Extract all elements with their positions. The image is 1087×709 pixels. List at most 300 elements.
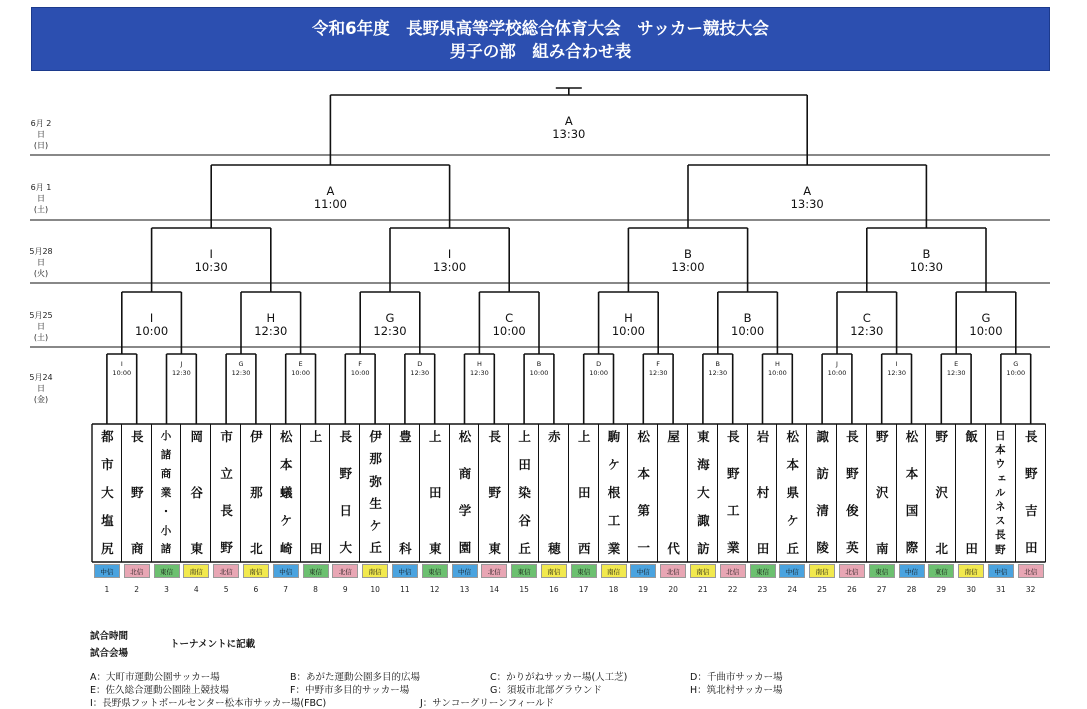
team-name-char: 松 (278, 430, 294, 443)
team-name-char: 都 (99, 430, 115, 443)
team-name-char: 市 (99, 457, 115, 471)
venue-legend-c: C：かりがねサッカー場(人工芝) (490, 672, 628, 683)
match-label (470, 360, 489, 378)
team-name-char: 諸 (159, 448, 172, 460)
region-badge: 東信 (571, 564, 597, 578)
day-label (28, 246, 68, 279)
team-name-char: 訪 (814, 467, 830, 480)
team-cell (420, 424, 450, 562)
match-time: 10:00 (135, 324, 169, 338)
team-name (1021, 430, 1039, 554)
match-label (708, 360, 727, 378)
draw-number: 26 (847, 585, 857, 594)
match-venue: A (803, 184, 812, 198)
team-name-char: 田 (427, 485, 443, 499)
team-name-char: 吉 (1023, 504, 1039, 517)
draw-number: 19 (638, 585, 649, 594)
draw-number: 7 (283, 585, 289, 594)
team-name-char: 第 (635, 504, 651, 517)
venue-legend-d: D：千曲市サッカー場 (690, 672, 783, 683)
team-name (634, 430, 652, 554)
draw-number: 18 (608, 585, 619, 594)
team-name (485, 430, 503, 554)
region-badge: 東信 (869, 564, 895, 578)
match-venue: I (447, 247, 452, 261)
team-name-char: 蟻 (278, 485, 294, 499)
team-name-char: 根 (605, 485, 621, 499)
team-name-char: ル (993, 486, 1006, 498)
match-venue: B (743, 311, 752, 325)
team-name-char: 学 (456, 504, 472, 517)
team-name-char: 野 (725, 467, 741, 480)
team-name-char: 本 (635, 467, 651, 480)
draw-number: 4 (193, 585, 199, 594)
region-badge: 中信 (779, 564, 805, 578)
venue-legend-i: I：長野県フットボールセンター松本市サッカー場(FBC) (90, 698, 327, 709)
team-name (395, 430, 413, 554)
team-name (336, 430, 354, 554)
team-name-char: 長 (844, 430, 860, 443)
team-cell (122, 424, 152, 562)
day-weekday: (金) (33, 395, 49, 404)
team-name-char: 大 (695, 485, 711, 499)
region-badge: 南信 (809, 564, 835, 578)
match-venue: D (596, 360, 602, 368)
match-label (671, 248, 704, 274)
team-name-char: 商 (129, 541, 145, 554)
venue-legend-h: H：筑北村サッカー場 (690, 685, 783, 696)
match-time: 12:30 (373, 324, 407, 338)
team-name-char: 尻 (99, 541, 115, 554)
match-label (1006, 360, 1025, 378)
match-label (410, 360, 429, 378)
team-cell (688, 424, 718, 562)
team-name (872, 430, 890, 554)
team-cell (271, 424, 301, 562)
team-name (127, 430, 145, 554)
draw-number: 21 (698, 585, 708, 594)
draw-number: 17 (578, 585, 589, 594)
draw-number: 24 (787, 585, 798, 594)
team-name-char: 俊 (844, 504, 860, 517)
region-badge: 中信 (392, 564, 418, 578)
draw-number: 29 (936, 585, 947, 594)
team-cell (897, 424, 927, 562)
team-cell (241, 424, 271, 562)
match-time: 12:30 (648, 369, 668, 377)
team-name (604, 430, 622, 554)
team-name-char: 染 (516, 485, 532, 499)
team-name (902, 430, 920, 554)
team-name-char: 本 (903, 467, 919, 480)
region-badge: 南信 (958, 564, 984, 578)
team-name (158, 430, 173, 554)
team-name-char: 丘 (516, 541, 532, 554)
region-badge: 北信 (660, 564, 686, 578)
team-name-char: 野 (337, 467, 353, 480)
team-name-char: 長 (129, 430, 145, 443)
day-date: 5月25日 (29, 311, 53, 331)
team-name-char: 北 (248, 541, 264, 554)
team-cell (211, 424, 241, 562)
team-name (544, 430, 562, 554)
day-date: 5月24日 (29, 373, 53, 393)
draw-number: 13 (459, 585, 470, 594)
match-time: 12:30 (470, 369, 489, 377)
team-name (306, 430, 324, 554)
match-venue: E (954, 360, 959, 368)
team-name-char: 伊 (248, 430, 264, 443)
team-name-char: 崎 (278, 541, 294, 554)
team-cell (360, 424, 390, 562)
team-name-char: 駒 (605, 430, 621, 443)
team-name-char: 日 (337, 504, 353, 517)
team-name-char: ス (993, 515, 1006, 526)
match-time: 10:00 (611, 324, 645, 338)
draw-number: 5 (223, 585, 229, 594)
team-name-char: 谷 (516, 513, 532, 527)
team-cell (867, 424, 897, 562)
team-cell (509, 424, 539, 562)
draw-number: 30 (966, 585, 976, 594)
day-label (28, 310, 68, 343)
team-name-char: 際 (903, 541, 919, 554)
team-name-char: 清 (814, 504, 830, 517)
team-name (574, 430, 592, 554)
team-name-char: 大 (99, 485, 115, 499)
team-name-char: 野 (129, 485, 145, 499)
team-name (932, 430, 950, 554)
match-time: 12:30 (887, 369, 906, 377)
team-name (993, 430, 1008, 554)
draw-number: 20 (668, 585, 678, 594)
match-venue: D (417, 360, 423, 368)
region-badge: 中信 (273, 564, 299, 578)
team-name-char: ネ (993, 500, 1006, 512)
match-venue: H (624, 311, 633, 325)
match-time: 10:00 (589, 369, 608, 377)
draw-number: 15 (519, 585, 529, 594)
team-name-char: 田 (1023, 541, 1039, 554)
team-name-char: 市 (218, 430, 234, 443)
region-badge: 中信 (630, 564, 656, 578)
region-badge: 北信 (332, 564, 358, 578)
day-weekday: (火) (33, 269, 49, 278)
venue-legend-e: E：佐久総合運動公園陸上競技場 (90, 685, 230, 696)
notes-time-label: 試合時間 (90, 631, 129, 642)
team-cell (479, 424, 509, 562)
match-time: 10:00 (492, 324, 526, 338)
team-name-char: 大 (337, 541, 353, 554)
match-venue: G (1013, 360, 1019, 368)
team-name-char: 松 (456, 430, 472, 443)
team-name-char: 沢 (874, 485, 890, 499)
day-weekday: (土) (33, 205, 49, 214)
team-name-char: 田 (307, 541, 323, 554)
team-name-char: 海 (695, 457, 711, 471)
team-name-char: ケ (367, 519, 383, 532)
team-name-char: 穂 (546, 541, 562, 554)
team-name-char: 野 (486, 485, 502, 499)
match-time: 10:00 (731, 324, 765, 338)
match-venue: I (120, 360, 123, 368)
team-name-char: 岩 (754, 430, 770, 443)
team-name-char: 野 (874, 430, 890, 443)
team-name (664, 430, 682, 554)
match-venue: E (298, 360, 303, 368)
team-cell (152, 424, 182, 562)
match-venue: I (895, 360, 898, 368)
team-name-char: 小 (159, 430, 172, 441)
draw-number: 11 (400, 585, 410, 594)
venue-legend-b: B：あがた運動公園多目的広場 (290, 672, 421, 683)
match-label (828, 360, 847, 378)
region-badge: 南信 (541, 564, 567, 578)
team-cell (330, 424, 360, 562)
draw-number: 12 (429, 585, 440, 594)
team-name-char: 上 (427, 430, 443, 443)
team-name (217, 430, 235, 554)
team-cell (569, 424, 599, 562)
team-name-char: 日 (993, 430, 1006, 441)
team-name-char: 県 (784, 485, 800, 499)
team-name (842, 430, 860, 554)
team-name-char: 岡 (188, 430, 204, 443)
team-name-char: 本 (784, 457, 800, 471)
match-time: 10:00 (768, 369, 787, 377)
team-name-char: 本 (993, 444, 1006, 455)
team-name-char: 松 (784, 430, 800, 443)
match-venue: A (326, 184, 335, 198)
team-name-char: 商 (159, 467, 172, 479)
team-name-char: 一 (635, 541, 651, 554)
draw-number: 22 (727, 585, 738, 594)
region-badge: 北信 (720, 564, 746, 578)
draw-number: 10 (370, 585, 380, 594)
region-badge: 中信 (452, 564, 478, 578)
match-time: 10:00 (969, 324, 1003, 338)
team-cell (301, 424, 331, 562)
region-badge: 東信 (422, 564, 448, 578)
team-name-char: 田 (963, 541, 979, 554)
match-time: 10:30 (909, 260, 943, 274)
team-name-char: ・ (159, 505, 172, 517)
draw-number: 16 (549, 585, 559, 594)
match-time: 12:30 (172, 369, 191, 377)
match-venue: J (180, 360, 183, 368)
venue-legend-g: G：須坂市北部グラウンド (490, 685, 602, 696)
team-name-char: 代 (665, 541, 681, 554)
team-name-char: 国 (903, 504, 919, 517)
venue-legend-j: J：サンコーグリーンフィールド (420, 698, 555, 709)
match-venue: C (862, 311, 871, 325)
match-label (314, 185, 347, 211)
match-time: 13:00 (433, 260, 467, 274)
match-venue: H (476, 360, 482, 368)
team-name-char: 工 (605, 513, 621, 527)
venue-legend-f: F：中野市多目的サッカー場 (290, 685, 410, 696)
team-name-char: 松 (635, 430, 651, 443)
team-name (97, 430, 115, 554)
notes-venue-label: 試合会場 (90, 648, 129, 659)
team-name-char: 西 (576, 541, 592, 554)
team-name-char: 飯 (963, 430, 979, 443)
team-name (783, 430, 801, 554)
team-name (246, 430, 264, 554)
match-venue: A (564, 114, 573, 128)
team-cell (956, 424, 986, 562)
team-name-char: ェ (993, 472, 1006, 484)
match-venue: F (656, 360, 661, 368)
team-name-char: 野 (218, 541, 234, 554)
team-name-char: 諏 (814, 430, 830, 443)
region-badge: 南信 (183, 564, 209, 578)
match-venue: J (836, 360, 838, 368)
match-venue: B (684, 247, 692, 261)
match-venue: I (149, 311, 154, 325)
match-label (135, 312, 168, 338)
team-name-char: 長 (993, 529, 1006, 540)
team-name-char: 弥 (367, 474, 383, 488)
match-label (112, 360, 131, 378)
team-name-char: 立 (218, 467, 234, 480)
team-cell (181, 424, 211, 562)
team-name-char: 丘 (367, 541, 383, 554)
team-name-char: 東 (188, 541, 204, 554)
match-time: 10:00 (112, 369, 132, 377)
team-name-char: 松 (903, 430, 919, 443)
region-badge: 中信 (988, 564, 1014, 578)
team-name-char: 田 (576, 485, 592, 499)
team-name-char: 業 (159, 486, 172, 498)
match-time: 12:30 (708, 369, 728, 377)
match-time: 12:30 (254, 324, 288, 338)
match-venue: G (238, 360, 244, 368)
team-name-char: 丘 (784, 541, 800, 554)
day-weekday: (土) (33, 333, 49, 342)
team-name-char: 工 (725, 504, 741, 517)
team-name-char: 小 (159, 524, 172, 536)
team-name-char: 園 (456, 541, 472, 554)
match-label (493, 312, 526, 338)
team-name-char: 訪 (695, 541, 711, 554)
team-name-char: ケ (605, 457, 621, 471)
team-name-char: 長 (337, 430, 353, 443)
region-badge: 東信 (928, 564, 954, 578)
match-label (791, 185, 824, 211)
region-badge: 南信 (690, 564, 716, 578)
team-name (425, 430, 443, 554)
team-name (515, 430, 533, 554)
draw-number: 31 (996, 585, 1006, 594)
draw-number: 8 (313, 585, 318, 594)
team-name-char: 長 (486, 430, 502, 443)
match-venue: B (922, 247, 931, 261)
match-venue: B (715, 360, 721, 368)
region-badge: 南信 (362, 564, 388, 578)
region-badge: 中信 (94, 564, 120, 578)
team-name-char: 東 (695, 430, 711, 443)
team-cell (658, 424, 688, 562)
team-name-char: 諸 (159, 543, 172, 554)
day-label (28, 182, 68, 215)
team-cell (390, 424, 420, 562)
team-cell (986, 424, 1016, 562)
match-label (232, 360, 251, 378)
team-name (276, 430, 294, 554)
team-name-char: 豊 (397, 430, 413, 443)
region-badge: 東信 (303, 564, 329, 578)
region-badge: 東信 (154, 564, 180, 578)
draw-number: 25 (817, 585, 827, 594)
draw-number: 2 (134, 585, 140, 594)
region-badge: 南信 (243, 564, 269, 578)
team-name (455, 430, 473, 554)
day-label (28, 372, 68, 405)
team-name-char: 本 (278, 457, 294, 471)
team-name-char: 野 (1023, 467, 1039, 480)
region-badge: 南信 (601, 564, 627, 578)
team-name-char: 赤 (546, 430, 562, 443)
match-label (373, 312, 406, 338)
team-name-char: 業 (605, 541, 621, 554)
match-time: 13:00 (671, 260, 705, 274)
title-line-2: 男子の部 組み合わせ表 (449, 42, 632, 61)
team-name-char: 生 (367, 496, 383, 510)
team-name-char: 谷 (188, 485, 204, 499)
day-date: 6月 1日 (30, 183, 52, 203)
match-time: 10:30 (194, 260, 228, 274)
team-name-char: ケ (278, 513, 294, 527)
match-label (172, 360, 191, 378)
team-name (723, 430, 741, 554)
team-name-char: 長 (1023, 430, 1039, 443)
match-label (969, 312, 1002, 338)
team-cell (1016, 424, 1046, 562)
team-name-char: 野 (933, 430, 949, 443)
team-name-char: 東 (486, 541, 502, 554)
team-cell (807, 424, 837, 562)
match-time: 11:00 (313, 197, 347, 211)
match-label (195, 248, 228, 274)
team-name-char: 陵 (814, 541, 830, 554)
day-weekday: (日) (33, 141, 49, 150)
region-badge: 中信 (899, 564, 925, 578)
team-cell (628, 424, 658, 562)
draw-number: 6 (253, 585, 259, 594)
team-name-char: 長 (218, 504, 234, 517)
team-name-char: 商 (456, 467, 472, 480)
match-time: 10:00 (529, 369, 549, 377)
match-time: 12:30 (231, 369, 251, 377)
region-badge: 北信 (839, 564, 865, 578)
team-cell (837, 424, 867, 562)
team-cell (748, 424, 778, 562)
team-name (366, 430, 384, 554)
match-time: 13:30 (552, 127, 586, 141)
day-date: 5月28日 (29, 247, 53, 267)
match-label (947, 360, 966, 378)
draw-number: 9 (342, 585, 348, 594)
match-venue: H (774, 360, 780, 368)
region-badge: 北信 (1018, 564, 1044, 578)
match-label (291, 360, 310, 378)
team-name-char: 田 (516, 457, 532, 471)
team-name-char: 東 (427, 541, 443, 554)
team-name-char: 那 (248, 485, 264, 499)
match-label (887, 360, 906, 378)
team-name-char: 上 (576, 430, 592, 443)
